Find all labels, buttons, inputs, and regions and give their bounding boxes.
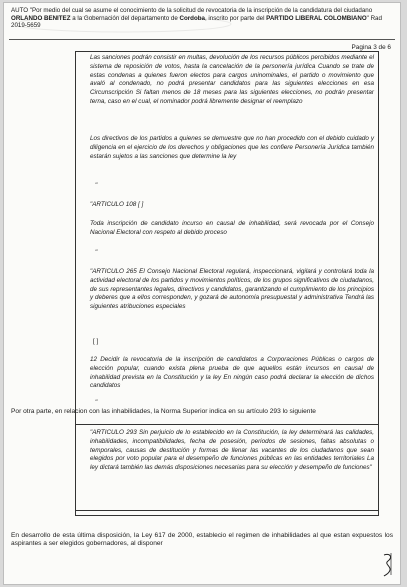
handwritten-initials-icon <box>381 551 395 577</box>
header-radicado: " Rad 2019-5659 <box>11 14 382 29</box>
header-party: PARTIDO LIBERAL COLOMBIANO <box>266 14 367 22</box>
header-text-mid: a la Gobernación del departamento de <box>70 14 180 22</box>
quote-close-mark-1: " <box>95 182 98 189</box>
quote-paragraph-directivos: Los directivos de los partidos a quienes se demuestre que no han procedido con el debido cuidado y diligencia en el ejercicio de los derechos y obligaciones que les confiere Personería Jurídica también estarán sujetos a las sanciones que determine la ley <box>90 135 374 160</box>
body-paragraph-inhabilidades: Por otra parte, en relacion con las inhabilidades, la Norma Superior indica en su artículo 293 lo siguiente <box>11 408 316 415</box>
header-candidate-name: ORLANDO BENITEZ <box>11 14 71 22</box>
header-rule <box>9 39 395 40</box>
quote-article-265-item-12: 12 Decidir la revocatoria de la inscripción de candidatos a Corporaciones Públicas o cargos de elección popular, cuando exista plena prueba de que aquellos están incursos en causal de inhabilidad prevista en la Constitución y la ley En ningún caso podrá declarar la elección de dichos candidatos <box>90 356 374 390</box>
omission-mark: [ ] <box>93 338 99 345</box>
quote-close-mark-2: " <box>95 249 98 256</box>
quote-article-108-heading: "ARTICULO 108 [ ] <box>90 201 144 208</box>
page-number: Pagina 3 de 6 <box>351 44 391 51</box>
document-page <box>3 2 401 585</box>
header-text-mid2: , inscrito por parte del <box>204 14 267 22</box>
header-department: Cordoba <box>179 14 205 22</box>
quote-close-mark-3: " <box>95 399 98 406</box>
body-paragraph-ley-617: En desarrollo de esta última disposición, la Ley 617 de 2000, establecio el regimen de inhabilidades al que estan expuestos los aspirantes a ser elegidos gobernadores, al disponer <box>11 532 393 548</box>
quote-paragraph-sanctions: Las sanciones podrán consistir en multas, devolución de los recursos públicos percibidos mediante el sistema de reposición de votos, hasta la cancelación de la personería jurídica Cuando se trate de estas condenas a quienes fueron electos para cargos uninominales, el partido o movimiento que avaló al condenado, no podrá presentar candidatos para las siguientes elecciones en esa Circunscripción Si faltan menos de 18 meses para las siguientes elecciones, no podrán presentar terna, caso en el cual, el nominador podrá libremente designar el reemplazo <box>90 54 374 105</box>
quote-article-265: "ARTICULO 265 El Consejo Nacional Electoral regulará, inspeccionará, vigilará y controlará toda la actividad electoral de los partidos y movimientos políticos, de los grupos significativos de ciudadanos, de sus representantes legales, directivos y candidatos, garantizando el cumplimiento de los principios y deberes que a ellos corresponden, y gozará de autonomía presupuestal y administrativa Tendrá las siguientes atribuciones especiales <box>90 268 374 311</box>
quote-article-108-text: Toda inscripción de candidato incurso en causal de inhabilidad, será revocada por el Consejo Nacional Electoral con respeto al debido proceso <box>90 220 374 236</box>
quote-article-293: "ARTICULO 293 Sin perjuicio de lo establecido en la Constitución, la ley determinará las calidades, inhabilidades, incompatibilidades, fecha de posesión, periodos de sesiones, faltas absolutas o temporales, causas de destitución y formas de llenar las vacantes de los ciudadanos que sean elegidos por voto popular para el desempeño de funciones públicas en las entidades territoriales La ley dictará también las demás disposiciones necesarias para su elección y desempeño de funciones" <box>90 429 374 472</box>
document-header <box>11 7 393 30</box>
header-text-pre: AUTO "Por medio del cual se asume el conocimiento de la solicitud de revocatoria de la inscripción de la candidatura del ciudadano <box>11 7 373 14</box>
